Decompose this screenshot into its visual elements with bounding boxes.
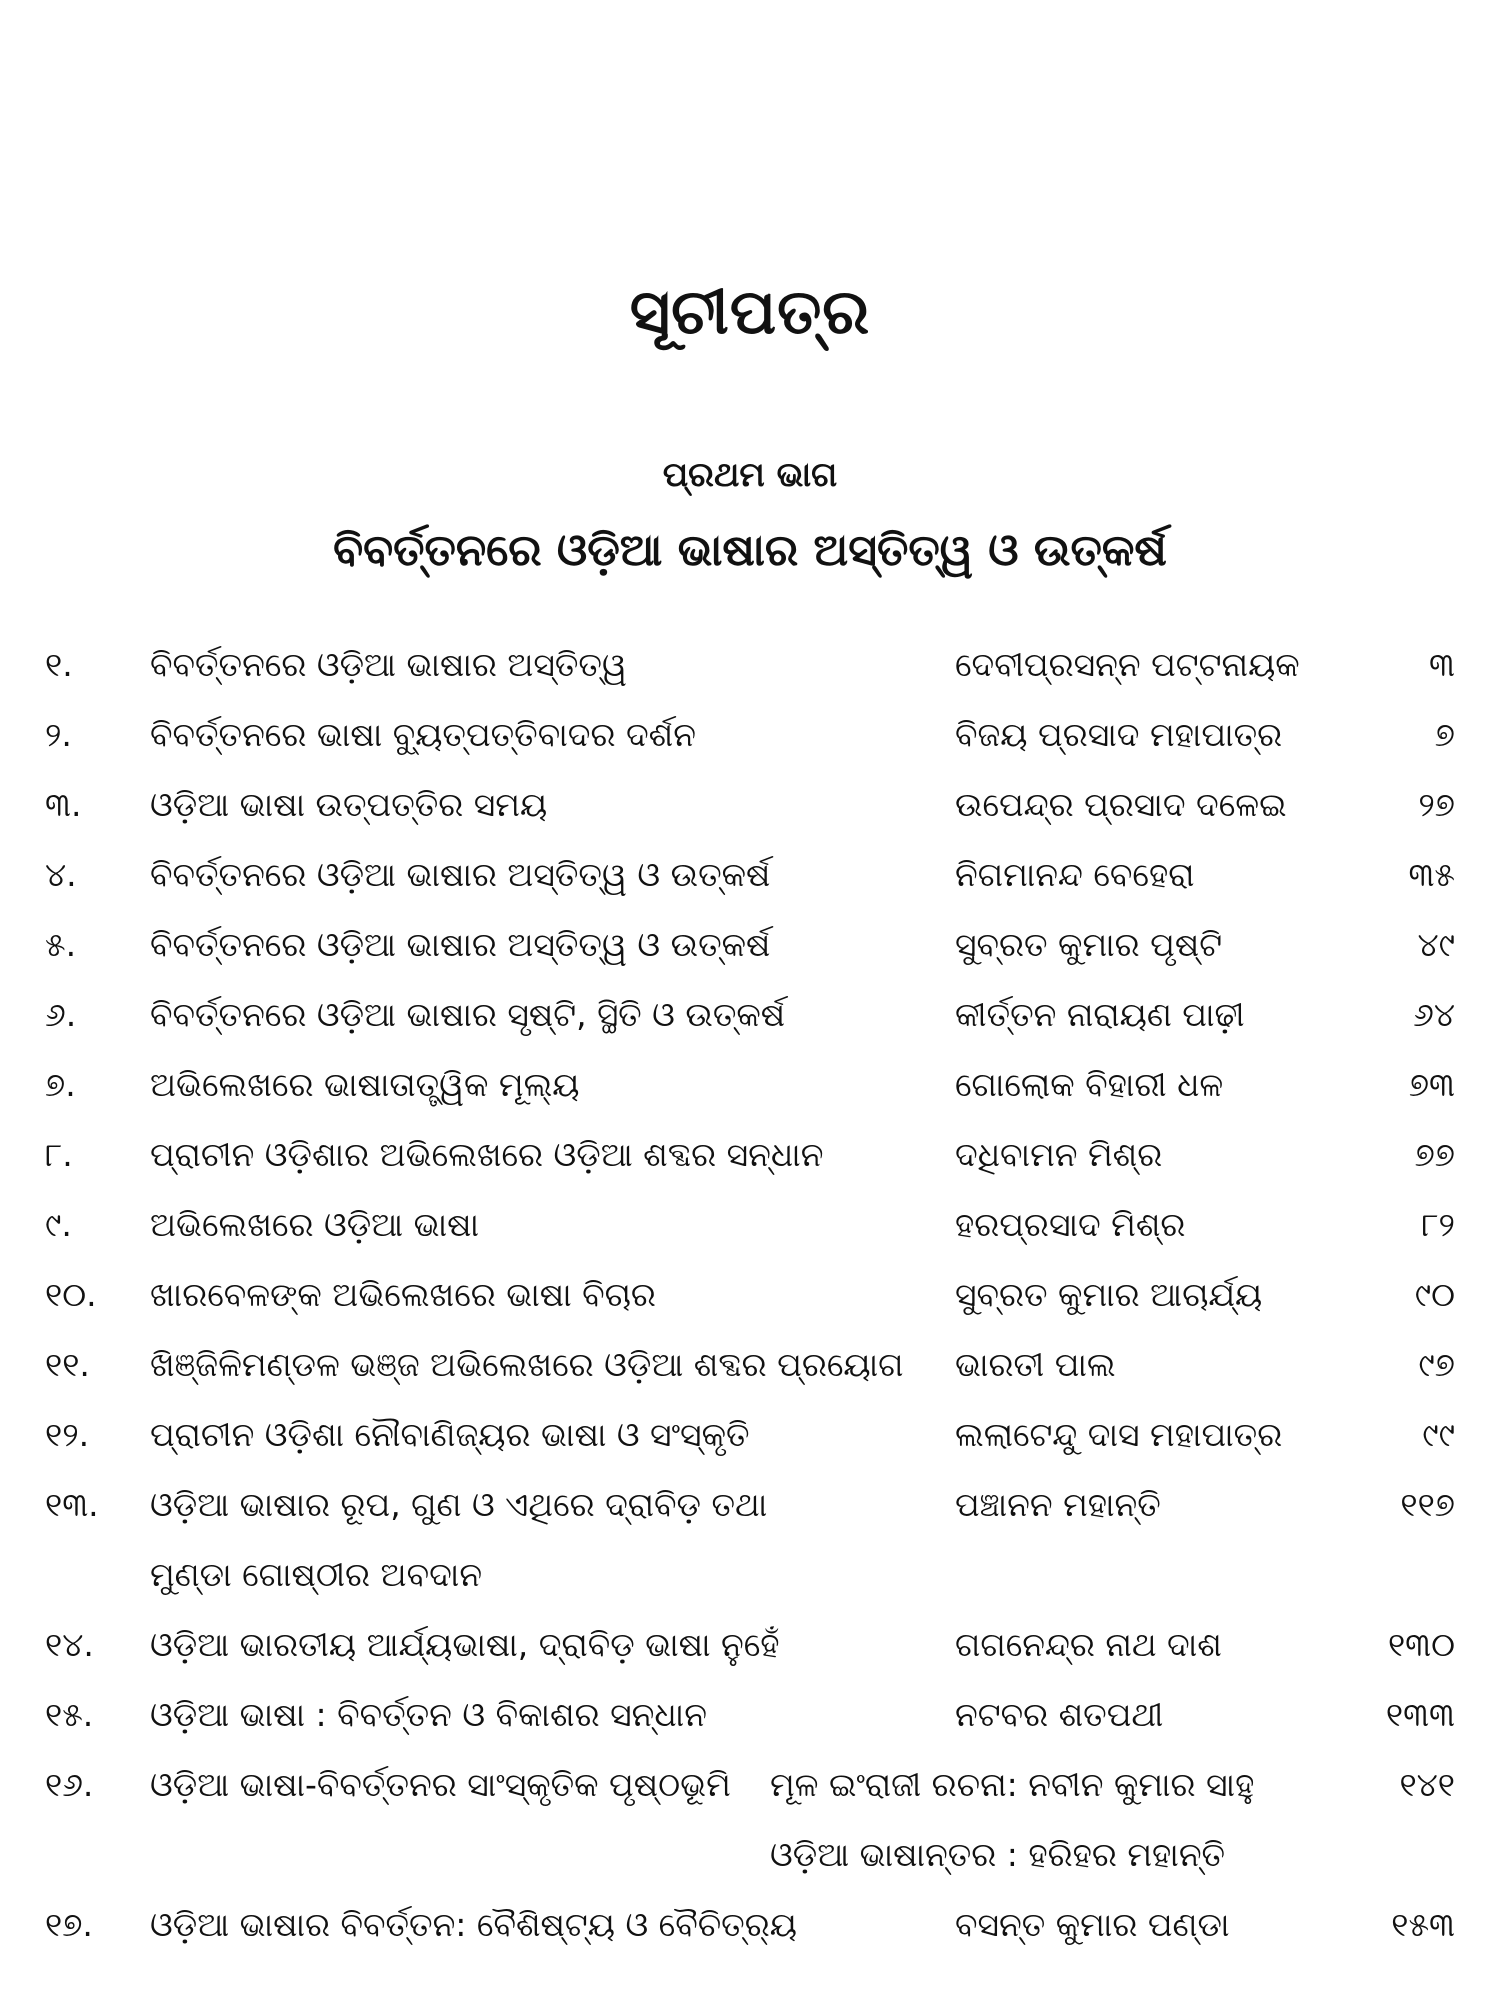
entry-title: ବିବର୍ତ୍ତନରେ ଓଡ଼ିଆ ଭାଷାର ଅସ୍ତିତ୍ୱ ଓ ଉତ୍କର୍ଷ [150,925,771,964]
entry-author-block [770,1750,1254,1890]
entry-number: ୫. [45,925,77,964]
entry-title: ଓଡ଼ିଆ ଭାଷା-ବିବର୍ତ୍ତନର ସାଂସ୍କୃତିକ ପୃଷ୍ଠଭୂମି [150,1765,731,1804]
entry-number: ୨. [45,715,72,754]
entry-title: ବିବର୍ତ୍ତନରେ ଓଡ଼ିଆ ଭାଷାର ଅସ୍ତିତ୍ୱ [150,645,627,684]
entry-title: ଅଭିଲେଖରେ ଭାଷାତାତ୍ତ୍ୱିକ ମୂଲ୍ୟ [150,1065,580,1104]
entry-number: ୧୧. [45,1345,90,1384]
entry-title: ଖିଞ୍ଜିଳିମଣ୍ଡଳ ଭଞ୍ଜ ଅଭିଲେଖରେ ଓଡ଼ିଆ ଶବ୍ଦର ପ୍ରୟୋଗ [150,1345,904,1384]
entry-page: ୬୪ [1413,995,1455,1034]
toc-entry [0,1388,1500,1458]
toc-entry [0,1458,1500,1598]
entry-page: ୭ [1434,715,1455,754]
entry-page: ୧୧୭ [1400,1485,1455,1524]
entry-title: ଓଡ଼ିଆ ଭାରତୀୟ ଆର୍ଯ୍ୟଭାଷା, ଦ୍ରାବିଡ଼ ଭାଷା ନୁହେଁ [150,1625,780,1664]
entry-author: ମୂଳ ଇଂରାଜୀ ରଚନା: ନବୀନ କୁମାର ସାହୁ [770,1765,1255,1804]
toc-entry [0,828,1500,898]
entry-page: ୯୭ [1418,1345,1455,1384]
toc-entry [0,1668,1500,1738]
table-of-contents [0,618,1500,1948]
toc-entry [0,758,1500,828]
entry-author: ଗୋଲୋକ ବିହାରୀ ଧଳ [955,1065,1224,1104]
entry-number: ୧. [45,645,73,684]
entry-page: ୩୫ [1408,855,1455,894]
entry-author: ବିଜୟ ପ୍ରସାଦ ମହାପାତ୍ର [955,715,1283,754]
entry-number: ୩. [45,785,82,824]
entry-number: ୧୩. [45,1485,99,1524]
entry-title-continued: ମୁଣ୍ଡା ଗୋଷ୍ଠୀର ଅବଦାନ [150,1555,483,1594]
toc-entry [0,618,1500,688]
part-title: ବିବର୍ତ୍ତନରେ ଓଡ଼ିଆ ଭାଷାର ଅସ୍ତିତ୍ୱ ଓ ଉତ୍କର୍ଷ [333,525,1167,576]
entry-title: ଓଡ଼ିଆ ଭାଷାର ବିବର୍ତ୍ତନ: ବୈଶିଷ୍ଟ୍ୟ ଓ ବୈଚିତ୍ର୍ୟ [150,1905,797,1944]
toc-entry [0,1318,1500,1388]
entry-title: ଓଡ଼ିଆ ଭାଷା ଉତ୍ପତ୍ତିର ସମୟ [150,785,548,824]
toc-entry [0,968,1500,1038]
entry-author: ଲଲାଟେନ୍ଦୁ ଦାସ ମହାପାତ୍ର [955,1415,1283,1454]
entry-author: ନିଗମାନନ୍ଦ ବେହେରା [955,855,1195,894]
toc-entry [0,1108,1500,1178]
entry-author: ବସନ୍ତ କୁମାର ପଣ୍ଡା [955,1905,1230,1944]
entry-author: ସୁବ୍ରତ କୁମାର ଆଚାର୍ଯ୍ୟ [955,1275,1263,1314]
entry-page: ୧୪୧ [1399,1765,1455,1804]
entry-title-block [150,1470,767,1610]
part-label: ପ୍ରଥମ ଭାଗ [662,455,838,495]
entry-number: ୯. [45,1205,72,1244]
entry-author: ହରପ୍ରସାଦ ମିଶ୍ର [955,1205,1186,1244]
entry-translator: ଓଡ଼ିଆ ଭାଷାନ୍ତର : ହରିହର ମହାନ୍ତି [770,1835,1226,1874]
entry-title: ବିବର୍ତ୍ତନରେ ଓଡ଼ିଆ ଭାଷାର ଅସ୍ତିତ୍ୱ ଓ ଉତ୍କର୍ଷ [150,855,771,894]
entry-author: କୀର୍ତ୍ତନ ନାରାୟଣ ପାଢ଼ୀ [955,995,1245,1034]
entry-page: ୮୨ [1421,1205,1455,1244]
entry-number: ୭. [45,1065,76,1104]
entry-number: ୧୭. [45,1905,93,1944]
entry-page: ୪୯ [1417,925,1455,964]
entry-number: ୧୬. [45,1765,94,1804]
toc-entry [0,1038,1500,1108]
toc-entry [0,1738,1500,1878]
entry-page: ୯୦ [1414,1275,1455,1314]
entry-author: ସୁବ୍ରତ କୁମାର ପୃଷ୍ଟି [955,925,1223,964]
entry-title: ବିବର୍ତ୍ତନରେ ଓଡ଼ିଆ ଭାଷାର ସୃଷ୍ଟି, ସ୍ଥିତି ଓ ଉତ୍କର୍ଷ [150,995,786,1034]
entry-page: ୧୩୩ [1385,1695,1455,1734]
entry-author: ପଞ୍ଚାନନ ମହାନ୍ତି [955,1485,1161,1524]
entry-title: ଖାରବେଳଙ୍କ ଅଭିଲେଖରେ ଭାଷା ବିଚାର [150,1275,656,1314]
entry-page: ୧୫୩ [1391,1905,1455,1944]
entry-author: ଭାରତୀ ପାଲ [955,1345,1116,1384]
toc-entry [0,1248,1500,1318]
entry-number: ୧୫. [45,1695,94,1734]
toc-entry [0,1598,1500,1668]
toc-entry [0,1178,1500,1248]
entry-page: ୩ [1429,645,1455,684]
entry-title: ଓଡ଼ିଆ ଭାଷାର ରୂପ, ଗୁଣ ଓ ଏଥିରେ ଦ୍ରାବିଡ଼ ତଥା [150,1485,768,1524]
entry-page: ୭୭ [1414,1135,1455,1174]
entry-number: ୬. [45,995,77,1034]
entry-number: ୧୪. [45,1625,94,1664]
entry-number: ୪. [45,855,77,894]
entry-title: ପ୍ରାଚୀନ ଓଡ଼ିଶାର ଅଭିଲେଖରେ ଓଡ଼ିଆ ଶବ୍ଦର ସନ୍ଧାନ [150,1135,824,1174]
entry-author: ଗଗନେନ୍ଦ୍ର ନାଥ ଦାଶ [955,1625,1222,1664]
entry-number: ୧୦. [45,1275,97,1314]
entry-title: ଅଭିଲେଖରେ ଓଡ଼ିଆ ଭାଷା [150,1205,479,1244]
entry-author: ଦଧିବାମନ ମିଶ୍ର [955,1135,1163,1174]
toc-entry [0,1878,1500,1948]
entry-page: ୨୭ [1418,785,1455,824]
entry-title: ବିବର୍ତ୍ତନରେ ଭାଷା ବ୍ୟୁତ୍ପତ୍ତିବାଦର ଦର୍ଶନ [150,715,696,754]
page-title: ସୂଚୀପତ୍ର [629,275,871,348]
entry-number: ୮. [45,1135,73,1174]
entry-title: ଓଡ଼ିଆ ଭାଷା : ବିବର୍ତ୍ତନ ଓ ବିକାଶର ସନ୍ଧାନ [150,1695,707,1734]
toc-entry [0,898,1500,968]
entry-page: ୧୩୦ [1387,1625,1455,1664]
entry-author: ଦେବୀପ୍ରସନ୍ନ ପଟ୍ଟନାୟକ [955,645,1300,684]
entry-author: ନଟବର ଶତପଥୀ [955,1695,1164,1734]
entry-page: ୭୩ [1408,1065,1455,1104]
entry-page: ୯୯ [1422,1415,1455,1454]
entry-title: ପ୍ରାଚୀନ ଓଡ଼ିଶା ନୌବାଣିଜ୍ୟର ଭାଷା ଓ ସଂସ୍କୃତି [150,1415,750,1454]
entry-number: ୧୨. [45,1415,90,1454]
entry-author: ଉପେନ୍ଦ୍ର ପ୍ରସାଦ ଦଳେଇ [955,785,1287,824]
toc-entry [0,688,1500,758]
